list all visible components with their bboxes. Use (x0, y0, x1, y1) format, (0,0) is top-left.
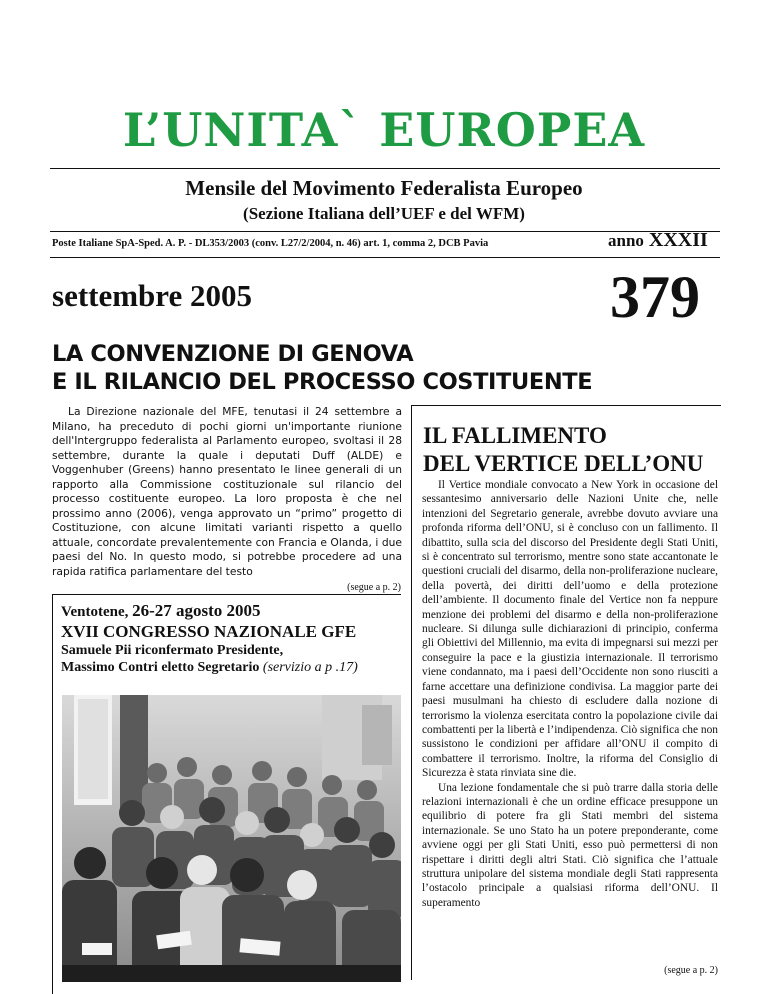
lead-article-paragraph: La Direzione nazionale del MFE, tenutasi il 24 settembre a Milano, ha preceduto di pochi giorni un'importante riunione dell'Intergruppo federalista al Parlamento europeo, svoltasi il 28 settembre, durante la quale i deputati Duff (ALDE) e Voggenhuber (Greens) hanno presentato le linee generali di un rapporto alla Commissione costituzionale sul rilancio del processo costituente europeo. La loro proposta è che nel prossimo anno (2006), venga approvato un “primo” progetto di Costituzione, con alcune limitati varianti rispetto a quello attuale, concordate prevalentemente con Francia e Olanda, i due paesi del No. In questo modo, si potrebbe procedere ad una rapida ratifica parlamentare del testo (52, 405, 402, 578)
onu-article-title-line-2: DEL VERTICE DELL’ONU (423, 451, 704, 476)
gfe-congress-title: XVII CONGRESSO NAZIONALE GFE (61, 622, 357, 641)
postal-info: Poste Italiane SpA-Sped. A. P. - DL353/2003 (conv. L27/2/2004, n. 46) art. 1, comma 2, DCB Pavia (52, 238, 489, 249)
anno-value: XXXII (648, 229, 708, 251)
onu-article-paragraph-1: Il Vertice mondiale convocato a New York in occasione del sessantesimo anniversario delle Nazioni Unite che, nelle intenzioni del Segretario generale, avrebbe dovuto avviare una profonda riforma dell’ONU, si è concluso con un fallimento. Il dibattito, sulla scia del discorso del Presidente degli Stati Uniti, si è concentrato sul terrorismo, mentre sono state accantonate le questioni cruciali del disarmo, della non-proliferazione nucleare, della povertà, dei diritti dell’uomo e della protezione dell’ambiente. Il documento finale del Vertice non fa neppure menzione dei problemi del disarmo e della non-proliferazione nucleare. Si dilunga sulle dichiarazioni di principio, conferma gli Obiettivi del Millennio, ma evita di impegnarsi sui mezzi per conseguire la pace e la giustizia internazionale. Il terrorismo viene condannato, ma i paesi dell’Occidente non sono riusciti a farne accettare una definizione condivisa. La maggior parte dei paesi musulmani ha chiesto di escludere dalla nozione di terrorismo la violenza esercitata contro la popolazione civile dai combattenti per la libertà e l’indipendenza. Ciò significa che non sussistono le condizioni per affidare all’ONU il compito di combattere il terrorismo. Inoltre, la riforma del Consiglio di Sicurezza è stata rinviata sine die. (422, 479, 718, 780)
lead-headline-line-2: E IL RILANCIO DEL PROCESSO COSTITUENTE (52, 369, 593, 395)
gfe-president-line: Samuele Pii riconfermato Presidente, (61, 643, 284, 658)
onu-article-title (423, 422, 723, 478)
gfe-dates: 26-27 agosto 2005 (132, 601, 261, 620)
gfe-place-date (61, 601, 401, 622)
gfe-service-ref: (servizio a p .17) (262, 660, 358, 675)
masthead-subtitle-2: (Sezione Italiana dell’UEF e del WFM) (243, 204, 525, 223)
masthead-rule-top (50, 168, 720, 169)
gfe-secretary-line (61, 659, 401, 676)
onu-article-body (422, 478, 718, 910)
lead-article-body (52, 405, 402, 579)
lead-continued-note: (segue a p. 2) (347, 582, 401, 593)
lead-headline (52, 340, 732, 396)
gfe-place: Ventotene, (61, 604, 129, 620)
congress-audience-photo (62, 695, 401, 982)
issue-date: settembre 2005 (52, 278, 253, 313)
issue-number: 379 (610, 264, 700, 330)
gfe-secretary-text: Massimo Contri eletto Segretario (61, 660, 260, 675)
onu-article-title-line-1: IL FALLIMENTO (423, 423, 607, 448)
anno-label (608, 229, 708, 252)
photo-image-icon (62, 695, 401, 982)
masthead-title: L’UNITA` EUROPEA (122, 103, 646, 157)
onu-continued-note: (segue a p. 2) (664, 965, 718, 976)
lead-headline-line-1: LA CONVENZIONE DI GENOVA (52, 341, 414, 367)
anno-label-text: anno (608, 231, 644, 250)
masthead-rule-bottom (50, 257, 720, 258)
onu-article-paragraph-2: Una lezione fondamentale che si può trarre dalla storia delle relazioni internazionali è che un ordine efficace presuppone un equilibrio di potere fra gli Stati membri del sistema internazionale. Se uno Stato ha un potere preponderante, come avviene oggi per gli Stati Uniti, esso può permettersi di non rispettare i diritti degli altri Stati. Ciò significa che l’attuale struttura unipolare del sistema mondiale degli Stati rappresenta l’ostacolo principale a qualsiasi riforma dell’ONU. Il superamento (422, 781, 718, 909)
masthead-subtitle: Mensile del Movimento Federalista Europeo (185, 176, 583, 200)
